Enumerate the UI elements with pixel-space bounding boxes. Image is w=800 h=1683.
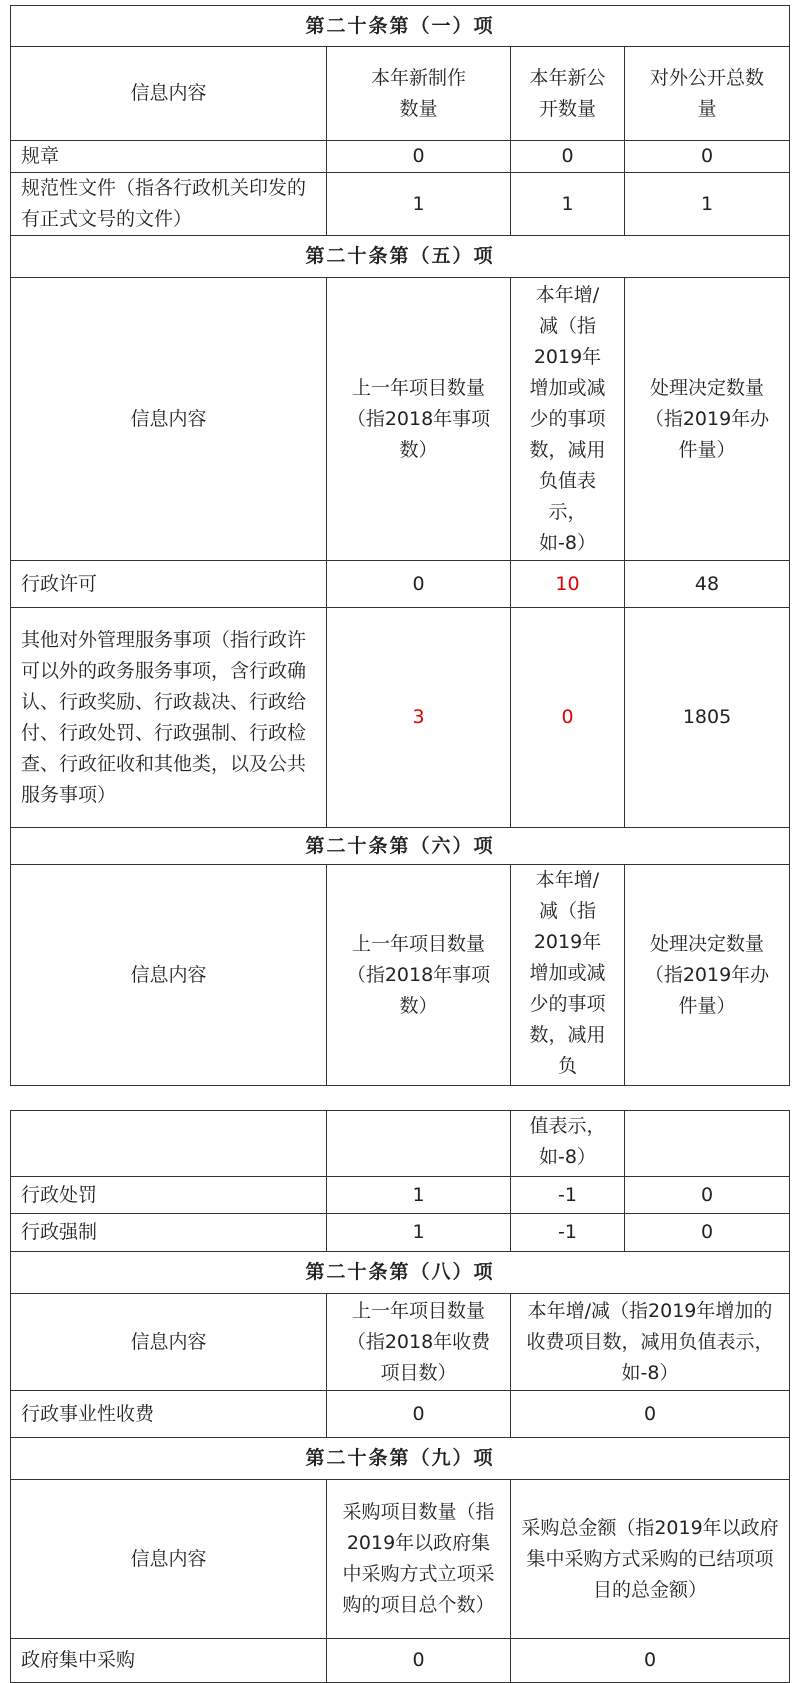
header-year-change: 本年增/减（指2019年增加或减少的事项数，减用负值表示，如-8） [511, 278, 625, 561]
header-info-content: 信息内容 [11, 865, 327, 1086]
cell-value: 0 [327, 1391, 511, 1438]
row-label: 行政强制 [11, 1214, 327, 1252]
header-new-made-count: 本年新制作数量 [327, 47, 511, 141]
table-row [11, 1177, 790, 1214]
table-row [11, 561, 790, 608]
header-decision-count: 处理决定数量（指2019年办件量） [625, 278, 790, 561]
cell-value: -1 [511, 1177, 625, 1214]
cell-value: -1 [511, 1214, 625, 1252]
cell-value: 1 [511, 173, 625, 236]
cell-value: 0 [327, 141, 511, 173]
disclosure-table-part1 [10, 5, 790, 1086]
row-label: 其他对外管理服务事项（指行政许可以外的政务服务事项，含行政确认、行政奖励、行政裁决、行政给付、行政处罚、行政强制、行政检查、行政征收和其他类，以及公共服务事项） [11, 608, 327, 828]
table-row [11, 608, 790, 828]
cell-value: 0 [511, 1391, 790, 1438]
section-title-6: 第二十条第（六）项 [11, 828, 790, 865]
header-info-content: 信息内容 [11, 1294, 327, 1391]
cell-value: 1 [625, 173, 790, 236]
row-label: 行政许可 [11, 561, 327, 608]
table-row [11, 1639, 790, 1683]
cell-value: 0 [327, 561, 511, 608]
header-prev-year-count: 上一年项目数量（指2018年事项数） [327, 865, 511, 1086]
header-year-change-continued: 值表示，如-8） [511, 1111, 625, 1177]
header-total-public-count: 对外公开总数量 [625, 47, 790, 141]
header-new-public-count: 本年新公开数量 [511, 47, 625, 141]
header-year-change: 本年增/减（指2019年增加或减少的事项数，减用负 [511, 865, 625, 1086]
cell-value: 0 [511, 1639, 790, 1683]
cell-value: 10 [511, 561, 625, 608]
row-label: 行政处罚 [11, 1177, 327, 1214]
header-prev-year-count: 上一年项目数量（指2018年事项数） [327, 278, 511, 561]
cell-value: 1805 [625, 608, 790, 828]
section-title-5: 第二十条第（五）项 [11, 236, 790, 278]
cell-value: 3 [327, 608, 511, 828]
table-row [11, 1391, 790, 1438]
header-decision-count: 处理决定数量（指2019年办件量） [625, 865, 790, 1086]
header-procurement-count: 采购项目数量（指2019年以政府集中采购方式立项采购的项目总个数） [327, 1480, 511, 1639]
section-title-1: 第二十条第（一）项 [11, 6, 790, 47]
table-row [11, 173, 790, 236]
cell-value: 0 [511, 141, 625, 173]
header-procurement-amount: 采购总金额（指2019年以政府集中采购方式采购的已结项项目的总金额） [511, 1480, 790, 1639]
cell-value: 0 [625, 1177, 790, 1214]
section-title-8: 第二十条第（八）项 [11, 1252, 790, 1294]
cell-value: 0 [625, 1214, 790, 1252]
cell-value: 0 [327, 1639, 511, 1683]
disclosure-table-part2 [10, 1110, 790, 1683]
row-label: 政府集中采购 [11, 1639, 327, 1683]
continued-empty-cell [327, 1111, 511, 1177]
header-info-content: 信息内容 [11, 47, 327, 141]
table-row [11, 1214, 790, 1252]
row-label: 行政事业性收费 [11, 1391, 327, 1438]
header-info-content: 信息内容 [11, 1480, 327, 1639]
header-prev-year-fee-count: 上一年项目数量（指2018年收费项目数） [327, 1294, 511, 1391]
cell-value: 1 [327, 1177, 511, 1214]
cell-value: 48 [625, 561, 790, 608]
section-title-9: 第二十条第（九）项 [11, 1438, 790, 1480]
header-info-content: 信息内容 [11, 278, 327, 561]
continued-empty-cell [625, 1111, 790, 1177]
header-fee-change: 本年增/减（指2019年增加的收费项目数，减用负值表示，如-8） [511, 1294, 790, 1391]
table-row [11, 141, 790, 173]
row-label: 规章 [11, 141, 327, 173]
cell-value: 1 [327, 1214, 511, 1252]
cell-value: 0 [625, 141, 790, 173]
row-label: 规范性文件（指各行政机关印发的有正式文号的文件） [11, 173, 327, 236]
cell-value: 0 [511, 608, 625, 828]
cell-value: 1 [327, 173, 511, 236]
continued-empty-cell [11, 1111, 327, 1177]
